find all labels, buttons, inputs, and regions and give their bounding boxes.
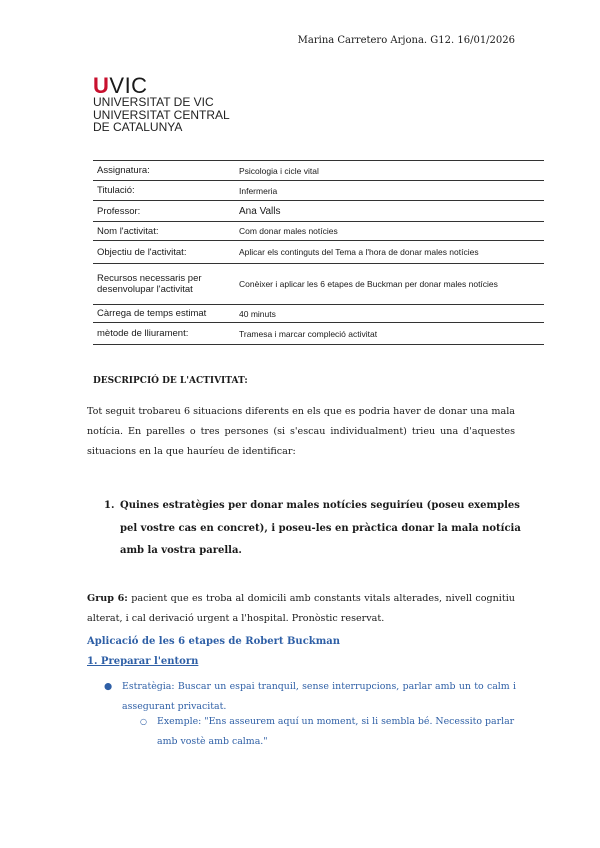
strategy-bullet bbox=[104, 677, 516, 717]
table-value: Com donar males notícies bbox=[235, 222, 544, 241]
question-item bbox=[104, 495, 524, 563]
buckman-heading: Aplicació de les 6 etapes de Robert Buckman bbox=[87, 636, 341, 647]
table-value: Infermeria bbox=[235, 181, 544, 201]
intro-paragraph: Tot seguit trobareu 6 situacions diferents en els que es podria haver de donar una mala notícia. En parelles o tres persones (si s'escau individualment) trieu una d'aquestes situacions en la que hauríeu de identificar: bbox=[87, 406, 515, 457]
example-text: Exemple: "Ens asseurem aquí un moment, si li sembla bé. Necessito parlar amb vostè amb calma." bbox=[157, 716, 515, 747]
table-value: Conèixer i aplicar les 6 etapes de Buckman per donar males notícies bbox=[235, 264, 544, 305]
logo-mark-u: U bbox=[93, 73, 110, 98]
bullet-dot-icon: ● bbox=[104, 681, 113, 692]
table-row bbox=[93, 305, 544, 323]
strategy-text: Estratègia: Buscar un espai tranquil, sense interrupcions, parlar amb un to calm i assegurant privacitat. bbox=[122, 681, 516, 712]
table-label: mètode de lliurament: bbox=[93, 323, 235, 345]
activity-info-table bbox=[93, 160, 544, 345]
logo-line-2: UNIVERSITAT CENTRAL bbox=[93, 107, 230, 122]
question-text: Quines estratègies per donar males notícies seguiríeu (poseu exemples pel vostre cas en concret), i poseu-les en pràctica donar la mala notícia amb la vostra parella. bbox=[120, 500, 521, 556]
table-label: Assignatura: bbox=[93, 161, 235, 181]
group-text: pacient que es troba al domicili amb constants vitals alterades, nivell cognitiu alterat, i cal derivació urgent a l'hospital. Pronòstic reservat. bbox=[87, 593, 515, 624]
bullet-circle-icon: ○ bbox=[140, 717, 147, 726]
logo-mark bbox=[93, 73, 230, 98]
table-value: Aplicar els continguts del Tema a l'hora de donar males notícies bbox=[235, 241, 544, 264]
table-row bbox=[93, 181, 544, 201]
logo-line-3: DE CATALUNYA bbox=[93, 120, 183, 134]
header-author-line: Marina Carretero Arjona. G12. 16/01/2026 bbox=[297, 35, 515, 46]
table-label: Objectiu de l'activitat: bbox=[93, 241, 235, 264]
table-label: Càrrega de temps estimat bbox=[93, 305, 235, 323]
section-title: DESCRIPCIÓ DE L'ACTIVITAT: bbox=[93, 376, 248, 386]
logo-line-1: UNIVERSITAT DE VIC bbox=[93, 95, 214, 109]
table-row bbox=[93, 222, 544, 241]
table-row bbox=[93, 323, 544, 345]
step1-heading: 1. Preparar l'entorn bbox=[87, 656, 199, 667]
table-label: Nom l'activitat: bbox=[93, 222, 235, 241]
table-value: 40 minuts bbox=[235, 305, 544, 323]
table-value: Psicologia i cicle vital bbox=[235, 161, 544, 181]
uvic-logo bbox=[93, 73, 230, 134]
table-value: Tramesa i marcar compleció activitat bbox=[235, 323, 544, 345]
table-label: Professor: bbox=[93, 201, 235, 222]
table-label: Titulació: bbox=[93, 181, 235, 201]
logo-mark-rest: VIC bbox=[109, 73, 148, 98]
table-row bbox=[93, 161, 544, 181]
table-value: Ana Valls bbox=[235, 201, 544, 222]
table-row bbox=[93, 201, 544, 222]
table-row bbox=[93, 241, 544, 264]
example-bullet bbox=[140, 712, 516, 752]
table-row bbox=[93, 264, 544, 305]
question-number: 1. bbox=[104, 500, 115, 511]
table-label: Recursos necessaris per desenvolupar l'activitat bbox=[93, 264, 235, 305]
group-paragraph bbox=[87, 589, 515, 629]
group-label: Grup 6: bbox=[87, 593, 128, 604]
